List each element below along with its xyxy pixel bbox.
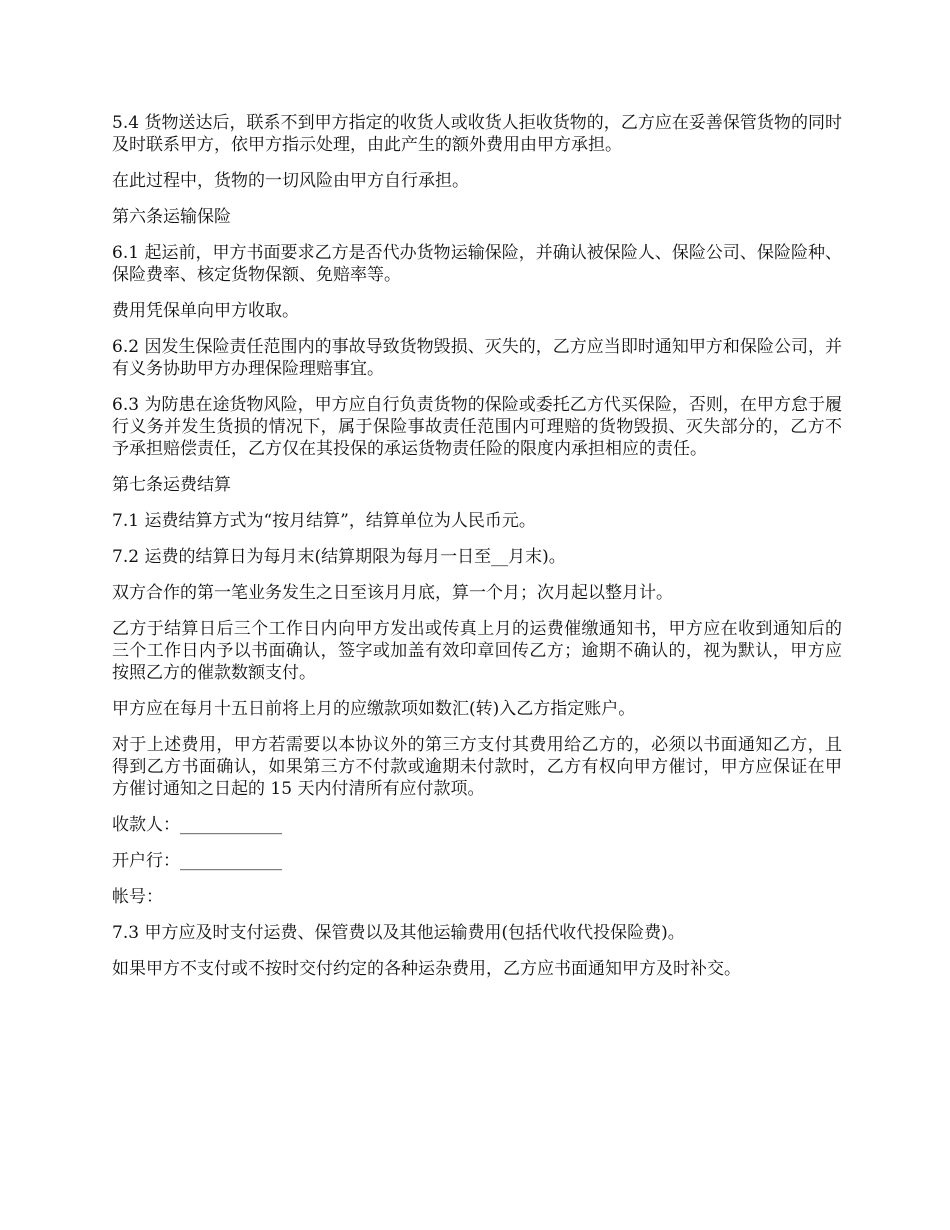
article-6-heading: 第六条运输保险 [112,207,231,227]
article-7-heading: 第七条运费结算 [112,475,231,495]
bank-field: 开户行：____________ [112,851,282,871]
clause-7-1: 7.1 运费结算方式为“按月结算”，结算单位为人民币元。 [112,511,536,531]
clause-7-2: 7.2 运费的结算日为每月末(结算期限为每月一日至__月末)。 [112,547,566,567]
payee-field: 收款人：____________ [112,815,282,835]
document-page [112,112,842,994]
fee-note: 费用凭保单向甲方收取。 [112,301,299,321]
clause-6-3: 6.3 为防患在途货物风险，甲方应自行负责货物的保险或委托乙方代买保险，否则，在甲方怠于履行义务并发生货损的情况下，属于保险事故责任范围内可理赔的货物毁损、灭失部分的，乙方不予承担赔偿责任，乙方仅在其投保的承运货物责任险的限度内承担相应的责任。 [112,395,842,459]
clause-7-3: 7.3 甲方应及时支付运费、保管费以及其他运输费用(包括代收代投保险费)。 [112,923,685,943]
account-field: 帐号： [112,887,163,907]
third-party-payment-paragraph: 对于上述费用，甲方若需要以本协议外的第三方支付其费用给乙方的，必须以书面通知乙方，且得到乙方书面确认，如果第三方不付款或逾期未付款时，乙方有权向甲方催讨，甲方应保证在甲方催讨通知之日起的 15 天内付清所有应付款项。 [112,735,842,799]
clause-6-1: 6.1 起运前，甲方书面要求乙方是否代办货物运输保险，并确认被保险人、保险公司、保险险种、保险费率、核定货物保额、免赔率等。 [112,243,842,285]
payment-deadline-paragraph: 甲方应在每月十五日前将上月的应缴款项如数汇(转)入乙方指定账户。 [112,699,636,719]
billing-notice-paragraph: 乙方于结算日后三个工作日内向甲方发出或传真上月的运费催缴通知书，甲方应在收到通知后的三个工作日内予以书面确认，签字或加盖有效印章回传乙方；逾期不确认的，视为默认，甲方应按照乙方的催款数额支付。 [112,619,842,683]
late-payment-paragraph: 如果甲方不支付或不按时交付约定的各种运杂费用，乙方应书面通知甲方及时补交。 [112,959,741,979]
clause-5-4: 5.4 货物送达后，联系不到甲方指定的收货人或收货人拒收货物的，乙方应在妥善保管货物的同时及时联系甲方，依甲方指示处理，由此产生的额外费用由甲方承担。 [112,113,842,155]
first-month-note: 双方合作的第一笔业务发生之日至该月月底，算一个月；次月起以整月计。 [112,583,673,603]
clause-6-2: 6.2 因发生保险责任范围内的事故导致货物毁损、灭失的，乙方应当即时通知甲方和保险公司，并有义务协助甲方办理保险理赔事宜。 [112,337,842,379]
risk-note: 在此过程中，货物的一切风险由甲方自行承担。 [112,171,469,191]
